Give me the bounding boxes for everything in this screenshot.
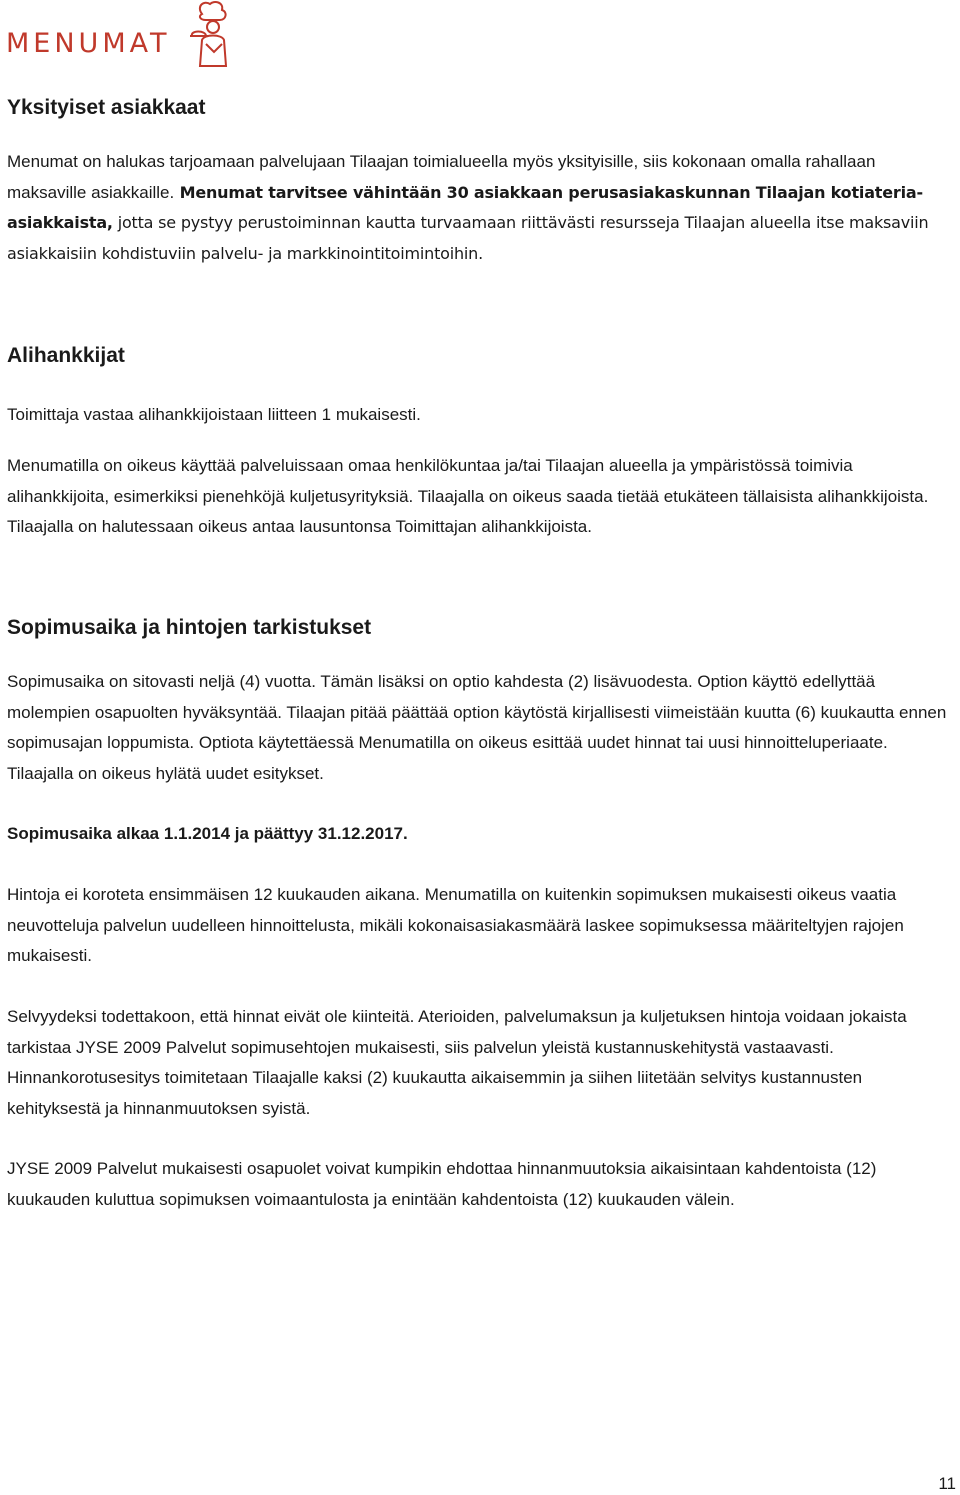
heading-contract-period: Sopimusaika ja hintojen tarkistukset [7, 616, 372, 639]
chef-icon [182, 0, 240, 72]
paragraph-contract-4: Selvyydeksi todettakoon, että hinnat eivät ole kiinteitä. Aterioiden, palvelumaksun ja kuljetuksen hintoja voidaan jokaista tarkistaa JYSE 2009 Palvelut sopimusehtojen mukaisesti, siis palvelun yleistä kustannuskehitystä vastaavasti. Hinnankorotusesitys toimitetaan Tilaajalle kaksi (2) kuukautta aikaisemmin ja siihen liitetään selvitys kustannusten kehityksestä ja hinnanmuutoksen syistä. [7, 1007, 907, 1118]
text-bold: Menumat tarvitsee vähintään 30 asiakkaan perusasiakaskunnan Tilaajan kotiateria-asiakkaista, [7, 182, 923, 232]
text-normal: Menumat on halukas tarjoamaan palvelujaan Tilaajan toimialueella myös yksityisille, siis kokonaan omalla rahallaan maksaville asiakkaille. [7, 152, 876, 202]
menumat-logo [6, 0, 246, 72]
paragraph-private-customers [7, 147, 951, 269]
heading-subcontractors: Alihankkijat [7, 344, 125, 367]
logo-wordmark: MENUMAT [6, 28, 171, 59]
paragraph-contract-1: Sopimusaika on sitovasti neljä (4) vuotta. Tämän lisäksi on optio kahdesta (2) lisävuodesta. Option käyttö edellyttää molempien osapuolten hyväksyntää. Tilaajan pitää päättää option käytöstä kirjallisesti viimeistään kuutta (6) kuukautta ennen sopimusajan loppumista. Optiota käytettäessä Menumatilla on oikeus esittää uudet hinnat tai uusi hinnoitteluperiaate. Tilaajalla on oikeus hylätä uudet esitykset. [7, 672, 947, 783]
paragraph-contract-5: JYSE 2009 Palvelut mukaisesti osapuolet voivat kumpikin ehdottaa hinnanmuutoksia aikaisintaan kahdentoista (12) kuukauden kuluttua sopimuksen voimaantulosta ja enintään kahdentoista (12) kuukauden välein. [7, 1159, 877, 1209]
text-rest: jotta se pystyy perustoiminnan kautta turvaamaan riittävästi resursseja Tilaajan alueella itse maksaviin asiakkaisiin kohdistuviin palvelu- ja markkinointitoimintoihin. [7, 213, 929, 263]
paragraph-subcontractors-1: Toimittaja vastaa alihankkijoistaan liitteen 1 mukaisesti. [7, 405, 421, 424]
paragraph-subcontractors-2: Menumatilla on oikeus käyttää palveluissaan omaa henkilökuntaa ja/tai Tilaajan alueella ja ympäristössä toimivia alihankkijoita, esimerkiksi pienehköjä kuljetusyrityksiä. Tilaajalla on oikeus saada tietää etukäteen tällaisista alihankkijoista. Tilaajalla on halutessaan oikeus antaa lausuntonsa Toimittajan alihankkijoista. [7, 456, 929, 536]
paragraph-contract-dates: Sopimusaika alkaa 1.1.2014 ja päättyy 31.12.2017. [7, 824, 408, 843]
paragraph-contract-3: Hintoja ei koroteta ensimmäisen 12 kuukauden aikana. Menumatilla on kuitenkin sopimuksen mukaisesti oikeus vaatia neuvotteluja palvelun uudelleen hinnoittelusta, mikäli kokonaisasiakasmäärä laskee sopimuksessa määriteltyjen rajojen mukaisesti. [7, 885, 904, 965]
heading-private-customers: Yksityiset asiakkaat [7, 96, 206, 119]
page-number: 11 [938, 1474, 956, 1493]
